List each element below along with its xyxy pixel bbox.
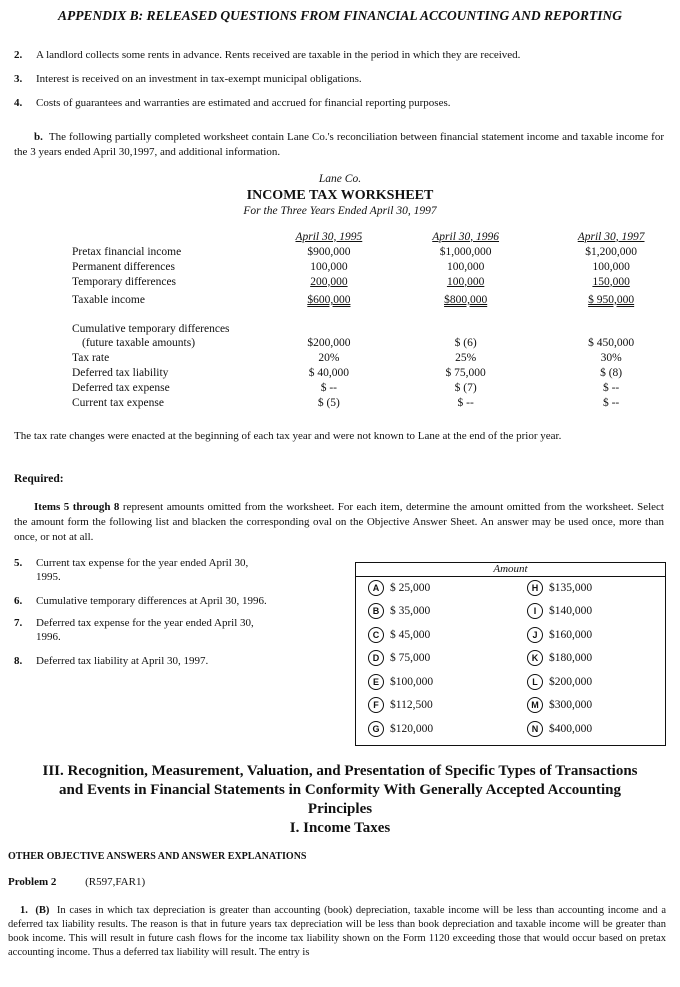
company-name: Lane Co.	[318, 173, 362, 185]
column-header: April 30, 1996	[432, 230, 500, 243]
table-row: Taxable income $600,000 $800,000 $ 950,000	[72, 294, 635, 306]
list-item: 8. Deferred tax liability at April 30, 1997.	[14, 655, 209, 667]
section-heading: III. Recognition, Measurement, Valuation, and Presentation of Specific Types of Transactions and Events in Financial Statements in Conformity With Generally Accepted Accounting Principles I. Income Taxes	[42, 763, 638, 836]
amount-option[interactable]: C $ 45,000	[356, 623, 511, 647]
amount-option[interactable]: L $200,000	[511, 670, 665, 694]
column-header: April 30, 1997	[577, 230, 645, 243]
amount-option[interactable]: K $180,000	[511, 647, 665, 671]
page-header: APPENDIX B: RELEASED QUESTIONS FROM FINANCIAL ACCOUNTING AND REPORTING	[57, 8, 623, 23]
worksheet-subtitle: For the Three Years Ended April 30, 1997	[243, 205, 437, 217]
answers-heading: OTHER OBJECTIVE ANSWERS AND ANSWER EXPLANATIONS	[8, 851, 307, 862]
option-oval-icon[interactable]: N	[527, 721, 543, 737]
worksheet-table	[72, 229, 680, 410]
list-item: 5. Current tax expense for the year ended April 30, 1995.	[14, 557, 249, 583]
amount-option[interactable]: E $100,000	[356, 670, 511, 694]
table-row: Pretax financial income $900,000 $1,000,000 $1,200,000	[72, 245, 637, 258]
amount-option[interactable]: I $140,000	[511, 600, 665, 624]
list-item: 3. Interest is received on an investment in tax-exempt municipal obligations.	[14, 73, 362, 85]
table-row: (future taxable amounts) $200,000 $ (6) $ 450,000	[82, 336, 635, 349]
table-row: Cumulative temporary differences	[72, 323, 230, 335]
questions-list	[14, 556, 344, 676]
part-b-paragraph: b. The following partially completed worksheet contain Lane Co.'s reconciliation between financial statement income and taxable income for the 3 years ended April 30,1997, and additional information.	[14, 131, 664, 158]
table-row: Tax rate 20% 25% 30%	[72, 351, 622, 364]
table-row: Current tax expense $ (5) $ -- $ --	[72, 396, 620, 409]
amount-option[interactable]: D $ 75,000	[356, 647, 511, 671]
worksheet-heading	[0, 172, 680, 219]
table-header-row	[72, 229, 680, 244]
worksheet-title: INCOME TAX WORKSHEET	[246, 188, 434, 203]
amount-option[interactable]: H $135,000	[511, 576, 665, 600]
option-oval-icon[interactable]: E	[368, 674, 384, 690]
list-item: 2. A landlord collects some rents in advance. Rents received are taxable in the period in which they are received.	[14, 49, 521, 61]
option-oval-icon[interactable]: K	[527, 650, 543, 666]
amount-option[interactable]: M $300,000	[511, 694, 665, 718]
option-oval-icon[interactable]: H	[527, 580, 543, 596]
explanation-paragraph: 1. (B) In cases in which tax depreciation is greater than accounting (book) depreciation, taxable income will be less than accounting income and a deferred tax liability results. The reason is that in future years tax depreciation will be less than book depreciation and taxable income will be greater than book income. This will result in future cash flows for the income tax liability shown on the Form 1120 exceeding those that would occur based on pretax accounting income. Thus a deferred tax liability will result. The entry is	[8, 905, 667, 958]
amount-option[interactable]: B $ 35,000	[356, 600, 511, 624]
tax-rate-note: The tax rate changes were enacted at the beginning of each tax year and were not known to Lane at the end of the prior year.	[14, 430, 562, 442]
list-item: 7. Deferred tax expense for the year ended April 30, 1996.	[14, 617, 254, 643]
list-item: 6. Cumulative temporary differences at April 30, 1996.	[14, 595, 267, 607]
required-paragraph: Items 5 through 8 represent amounts omitted from the worksheet. For each item, determine the amount omitted from the worksheet. Select the amount form the following list and blacken the corresponding oval on the Objective Answer Sheet. An answer may be used once, more than once, or not at all.	[14, 501, 664, 543]
problem-label: Problem 2 (R597,FAR1)	[8, 876, 146, 888]
option-oval-icon[interactable]: D	[368, 650, 384, 666]
option-oval-icon[interactable]: L	[527, 674, 543, 690]
list-item: 4. Costs of guarantees and warranties are estimated and accrued for financial reporting purposes.	[14, 97, 451, 109]
amount-option[interactable]: J $160,000	[511, 623, 665, 647]
items-top-list	[14, 48, 664, 120]
amount-options-left	[356, 576, 511, 741]
table-row: Deferred tax liability $ 40,000 $ 75,000 $ (8)	[72, 366, 623, 379]
amount-option[interactable]: F $112,500	[356, 694, 511, 718]
amount-table-title: Amount	[356, 563, 665, 577]
required-label: Required:	[14, 473, 64, 485]
amount-option[interactable]: G $120,000	[356, 717, 511, 741]
option-oval-icon[interactable]: B	[368, 603, 384, 619]
option-oval-icon[interactable]: J	[527, 627, 543, 643]
option-oval-icon[interactable]: I	[527, 603, 543, 619]
amount-table	[355, 562, 666, 746]
table-row: Permanent differences 100,000 100,000 100,000	[72, 260, 630, 273]
amount-options-right	[511, 576, 665, 741]
amount-option[interactable]: N $400,000	[511, 717, 665, 741]
option-oval-icon[interactable]: C	[368, 627, 384, 643]
option-oval-icon[interactable]: M	[527, 697, 543, 713]
option-oval-icon[interactable]: F	[368, 697, 384, 713]
column-header: April 30, 1995	[295, 230, 363, 243]
table-row: Deferred tax expense $ -- $ (7) $ --	[72, 381, 620, 394]
option-oval-icon[interactable]: G	[368, 721, 384, 737]
amount-option[interactable]: A $ 25,000	[356, 576, 511, 600]
option-oval-icon[interactable]: A	[368, 580, 384, 596]
table-row: Temporary differences 200,000 100,000 150,000	[72, 275, 630, 288]
